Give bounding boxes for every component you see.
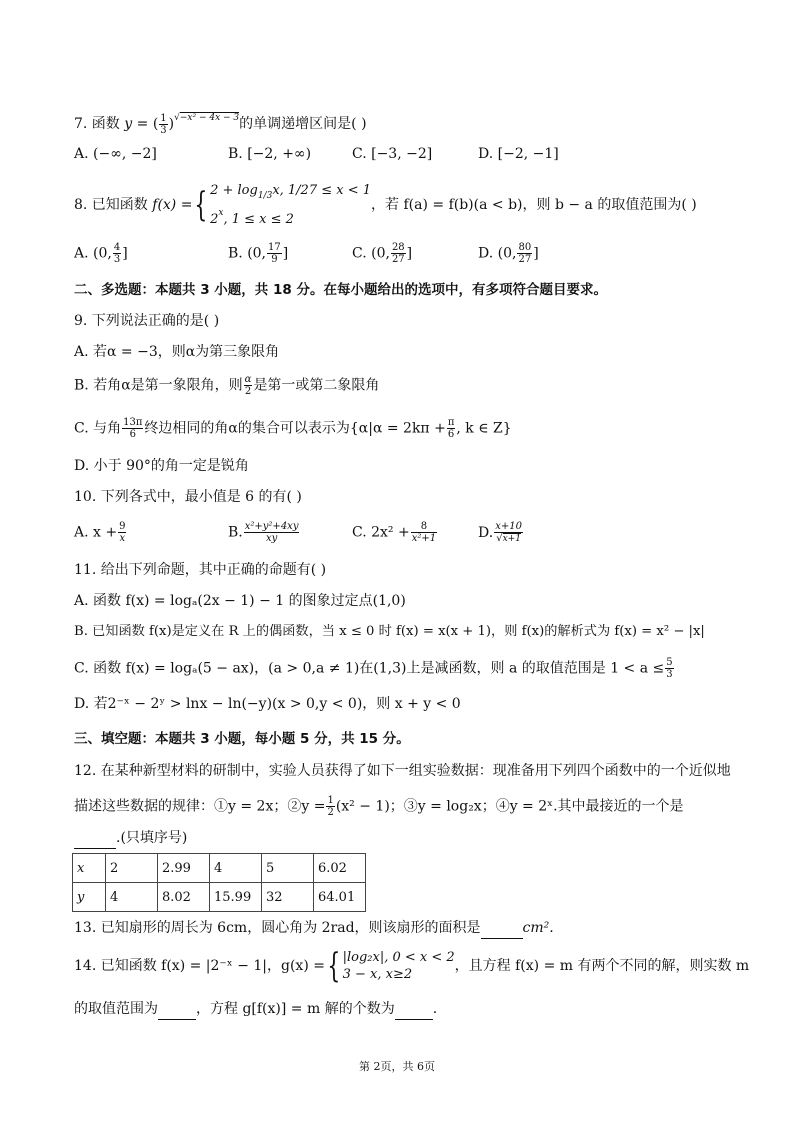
q13-text-a: 13. 已知扇形的周长为 6cm，圆心角为 2rad，则该扇形的面积是 [74, 920, 481, 936]
table-cell: 4 [106, 883, 158, 912]
table-cell: 15.99 [210, 883, 262, 912]
page-footer: 第 2页，共 6页 [359, 1060, 435, 1073]
q8-option-d-frac [517, 242, 532, 265]
q11-option-b: B. 已知函数 f(x)是定义在 R 上的偶函数，当 x ≤ 0 时 f(x) = x(x + 1)，则 f(x)的解析式为 f(x) = x² − |x| [74, 624, 705, 639]
q8-brace: { [194, 185, 208, 225]
q12-line3 [74, 828, 187, 849]
q10-option-c-frac [411, 521, 437, 544]
table-row [73, 854, 366, 883]
q8-option-c-frac [391, 242, 406, 265]
q11-option-c-num: 5 [666, 657, 673, 668]
q10-option-c-num: 8 [411, 521, 437, 533]
q10-option-c [352, 521, 438, 544]
q14-cases [343, 949, 455, 983]
q10-option-d-den: √x+1 [496, 533, 521, 544]
q14-line2-a: 的取值范围为 [74, 1001, 158, 1017]
q10-option-a-frac [118, 521, 126, 544]
q8-case1 [210, 182, 371, 205]
table-cell: 8.02 [158, 883, 210, 912]
q8-option-c-end: ] [406, 245, 413, 262]
q12-line1: 12. 在某种新型材料的研制中，实验人员获得了如下一组实验数据：现准备用下列四个函数中的一个近似地 [74, 763, 731, 779]
q10-option-b-num: x²+y²+4xy [244, 521, 299, 532]
q14-answer-blank-1[interactable] [158, 999, 196, 1020]
q14-text-b: ，且方程 f(x) = m 有两个不同的解，则实数 m [454, 958, 750, 974]
q12-data-table [72, 853, 366, 912]
q10-option-d [478, 521, 524, 545]
q12-line2-c: (x² − 1)；③y = log₂x；④y = 2ˣ.其中最接近的一个是 [335, 798, 684, 815]
q8-case2-sup: x [218, 208, 224, 218]
q8-option-b-den: 9 [271, 254, 278, 265]
q8-option-d-label: D. (0, [478, 245, 517, 262]
q8-option-b-frac [267, 242, 282, 265]
q8-option-a-den: 3 [113, 254, 121, 265]
q8-case2-b: , 1 ≤ x ≤ 2 [223, 212, 294, 227]
q14-line2 [74, 999, 437, 1020]
q7-eq: = ( [132, 116, 159, 132]
q10-stem: 10. 下列各式中，最小值是 6 的有( ) [74, 489, 302, 505]
q8-stem-tail: ，若 f(a) = f(b)(a < b)，则 b − a 的取值范围为( ) [371, 197, 697, 213]
q7-option-c: C. [−3, −2] [352, 146, 433, 162]
q8-option-c [352, 242, 412, 265]
q7-stem-tail: 的单调递增区间是( ) [239, 116, 367, 132]
q14-line2-c: . [432, 1001, 438, 1017]
q7-frac [159, 113, 167, 136]
section-multi-choice-heading: 二、多选题：本题共 3 小题，共 18 分。在每小题给出的选项中，有多项符合题目要求。 [74, 282, 607, 298]
q7-exponent-text: −x² − 4x − 3 [179, 113, 240, 123]
q9-option-b-den: 2 [244, 386, 252, 397]
q9-option-c-num2: π [447, 417, 455, 428]
q8-case2-a: 2 [210, 212, 219, 227]
q8-option-a-frac [113, 242, 121, 265]
q10-option-a-den: x [119, 533, 126, 544]
q7-close: ) [168, 116, 175, 132]
q8-option-c-label: C. (0, [352, 245, 390, 262]
q14-case1: |log₂x|, 0 < x < 2 [342, 950, 455, 965]
q10-option-a-num: 9 [119, 521, 126, 532]
q9-stem: 9. 下列说法正确的是( ) [74, 313, 220, 329]
q7-y: y [124, 116, 133, 132]
q10-option-d-den-text: x+1 [502, 534, 521, 544]
q10-option-c-den: x²+1 [411, 533, 437, 544]
q8-option-c-num: 28 [391, 242, 405, 253]
q8-option-b-label: B. (0, [228, 245, 267, 262]
q8-option-b-end: ] [282, 245, 289, 262]
q8-option-d-end: ] [533, 245, 539, 262]
q8-option-a-end: ] [122, 245, 128, 262]
q12-line2-frac [326, 795, 334, 818]
q9-option-b-frac [244, 374, 253, 397]
q9-option-c-num: 13π [123, 417, 143, 428]
q12-line2-num: 1 [327, 795, 334, 806]
q9-option-b-num: α [244, 374, 252, 385]
q10-option-d-frac [494, 521, 523, 545]
q13-unit: cm². [522, 920, 554, 936]
q8-option-c-den: 27 [391, 254, 405, 265]
q8-option-d [478, 242, 539, 265]
q8-option-d-num: 80 [518, 242, 532, 253]
q8-option-a-label: A. (0, [74, 245, 112, 262]
q9-option-c [74, 417, 512, 440]
q11-option-d: D. 若2⁻ˣ − 2ʸ > lnx − ln(−y)(x > 0,y < 0)，则 x + y < 0 [74, 696, 461, 712]
table-cell: y [73, 883, 106, 912]
q11-option-c-a: C. 函数 f(x) = logₐ(5 − ax)，(a > 0,a ≠ 1)在(1,3)上是减函数，则 a 的取值范围是 1 < a ≤ [74, 660, 665, 677]
q7-stem [74, 108, 367, 136]
table-cell: x [73, 854, 106, 883]
q7-option-b: B. [−2, +∞) [228, 146, 312, 162]
q9-option-c-frac [122, 417, 143, 440]
q11-option-a: A. 函数 f(x) = logₐ(2x − 1) − 1 的图象过定点(1,0) [74, 593, 406, 609]
q10-option-b-den: xy [265, 533, 278, 544]
q14-answer-blank-2[interactable] [395, 999, 433, 1020]
q12-line2 [74, 795, 684, 818]
q12-answer-blank[interactable] [74, 828, 116, 849]
q10-option-d-num: x+10 [495, 521, 522, 532]
q12-line2-a: 描述这些数据的规律：①y = 2x；②y = [74, 798, 326, 815]
q8-option-a-num: 4 [113, 242, 121, 253]
q8-case1-sub: 1/3 [257, 191, 273, 201]
table-cell: 32 [262, 883, 314, 912]
q7-exponent: √−x² − 4x − 3 [174, 113, 240, 123]
table-cell: 4 [210, 854, 262, 883]
q8-case1-b: x, 1/27 ≤ x < 1 [272, 183, 372, 198]
q10-option-b-frac [244, 521, 300, 544]
q13-answer-blank[interactable] [481, 918, 523, 939]
q8-case2 [210, 205, 371, 228]
q9-option-c-a: C. 与角 [74, 420, 122, 437]
q14-case2: 3 − x, x≥2 [342, 967, 413, 982]
q14-line2-b: ，方程 g[f(x)] = m 解的个数为 [196, 1001, 395, 1017]
q9-option-c-mid: 终边相同的角α的集合可以表示为{α|α = 2kπ + [144, 420, 446, 437]
q8-stem [74, 182, 697, 228]
q9-option-b-a: B. 若角α是第一象限角，则 [74, 377, 243, 394]
q7-stem-text: 7. 函数 [74, 116, 120, 132]
q8-option-d-den: 27 [518, 254, 532, 265]
q7-frac-num: 1 [160, 112, 167, 124]
q9-option-b-tail: 是第一或第二象限角 [253, 377, 380, 394]
q8-case1-a: 2 + log [210, 183, 258, 198]
q9-option-c-end: , k ∈ Z} [456, 420, 512, 437]
q7-frac-den: 3 [160, 124, 167, 136]
q7-option-d: D. [−2, −1] [478, 146, 559, 162]
table-cell: 6.02 [314, 854, 366, 883]
section-fill-blank-heading: 三、填空题：本题共 3 小题，每小题 5 分，共 15 分。 [74, 731, 410, 747]
q9-option-c-den: 6 [129, 429, 136, 440]
q7-option-a: A. (−∞, −2] [74, 146, 157, 162]
q11-stem: 11. 给出下列命题，其中正确的命题有( ) [74, 562, 327, 578]
q10-option-b [228, 521, 300, 544]
table-cell: 64.01 [314, 883, 366, 912]
q11-option-c-den: 3 [666, 669, 673, 680]
table-cell: 2 [106, 854, 158, 883]
q11-option-c-frac [665, 657, 673, 680]
q9-option-a: A. 若α = −3，则α为第三象限角 [74, 344, 280, 360]
q8-option-a [74, 242, 128, 265]
q10-option-d-a: D. [478, 525, 494, 541]
q9-option-b [74, 374, 379, 397]
q14-text-a: 14. 已知函数 f(x) = |2⁻ˣ − 1|，g(x) = [74, 958, 325, 974]
q12-line2-den: 2 [327, 807, 334, 818]
table-cell: 5 [262, 854, 314, 883]
q8-option-b [228, 242, 288, 265]
q10-option-b-a: B. [228, 524, 243, 541]
q8-option-b-num: 17 [268, 242, 281, 253]
q14-line1 [74, 946, 749, 986]
q8-cases [210, 182, 371, 228]
table-row [73, 883, 366, 912]
table-cell: 2.99 [158, 854, 210, 883]
q8-fx: f(x) = [152, 197, 193, 213]
q10-option-a [74, 521, 127, 544]
q13-text [74, 918, 554, 939]
q14-brace: { [327, 946, 341, 986]
q9-option-c-den2: 6 [447, 429, 455, 440]
q10-option-c-a: C. 2x² + [352, 524, 410, 541]
q12-line3-text: .(只填序号) [116, 830, 188, 846]
q11-option-c [74, 657, 675, 680]
q8-stem-text: 8. 已知函数 [74, 197, 148, 213]
q9-option-d: D. 小于 90°的角一定是锐角 [74, 458, 249, 474]
q10-option-a-a: A. x + [74, 524, 118, 541]
q9-option-c-frac2 [447, 417, 456, 440]
